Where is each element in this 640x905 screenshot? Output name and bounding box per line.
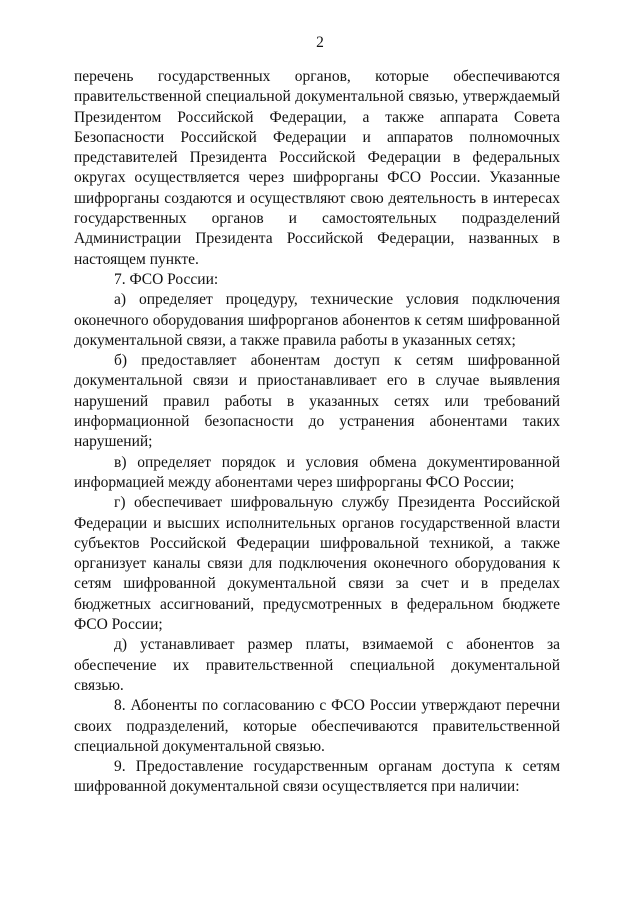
document-body <box>74 67 560 798</box>
paragraph-item-7b: б) предоставляет абонентам доступ к сетям шифрованной документальной связи и приостанавливает его в случае выявления нарушений правил работы в указанных сетях или требований информационной безопасности до устранения абонентами таких нарушений; <box>74 352 560 451</box>
paragraph-continuation: перечень государственных органов, которые обеспечиваются правительственной специальной документальной связью, утверждаемый Президентом Российской Федерации, а также аппарата Совета Безопасности Российской Федерации и аппаратов полномочных представителей Президента Российской Федерации в федеральных округах осуществляется через шифрорганы ФСО России. Указанные шифрорганы создаются и осуществляют свою деятельность в интересах государственных органов и самостоятельных подразделений Администрации Президента Российской Федерации, названных в настоящем пункте. <box>74 68 560 268</box>
paragraph-item-7a: а) определяет процедуру, технические условия подключения оконечного оборудования шифрорганов абонентов к сетям шифрованной документальной связи, а также правила работы в указанных сетях; <box>74 291 560 349</box>
page-number: 2 <box>316 34 324 51</box>
paragraph-item-7v: в) определяет порядок и условия обмена документированной информацией между абонентами через шифрорганы ФСО России; <box>74 453 560 491</box>
paragraph-item-7g: г) обеспечивает шифровальную службу Президента Российской Федерации и высших исполнительных органов государственной власти субъектов Российской Федерации шифровальной техникой, а также организует каналы связи для подключения оконечного оборудования к сетям шифрованной документальной связи за счет и в пределах бюджетных ассигнований, предусмотренных в федеральном бюджете ФСО России; <box>74 494 560 634</box>
paragraph-item-7-heading: 7. ФСО России: <box>114 270 219 288</box>
paragraph-item-8: 8. Абоненты по согласованию с ФСО России утверждают перечни своих подразделений, которые обеспечиваются правительственной специальной документальной связью. <box>74 697 560 755</box>
paragraph-item-7d: д) устанавливает размер платы, взимаемой с абонентов за обеспечение их правительственной специальной документальной связью. <box>74 636 560 694</box>
paragraph-item-9: 9. Предоставление государственным органам доступа к сетям шифрованной документальной связи осуществляется при наличии: <box>74 758 560 796</box>
